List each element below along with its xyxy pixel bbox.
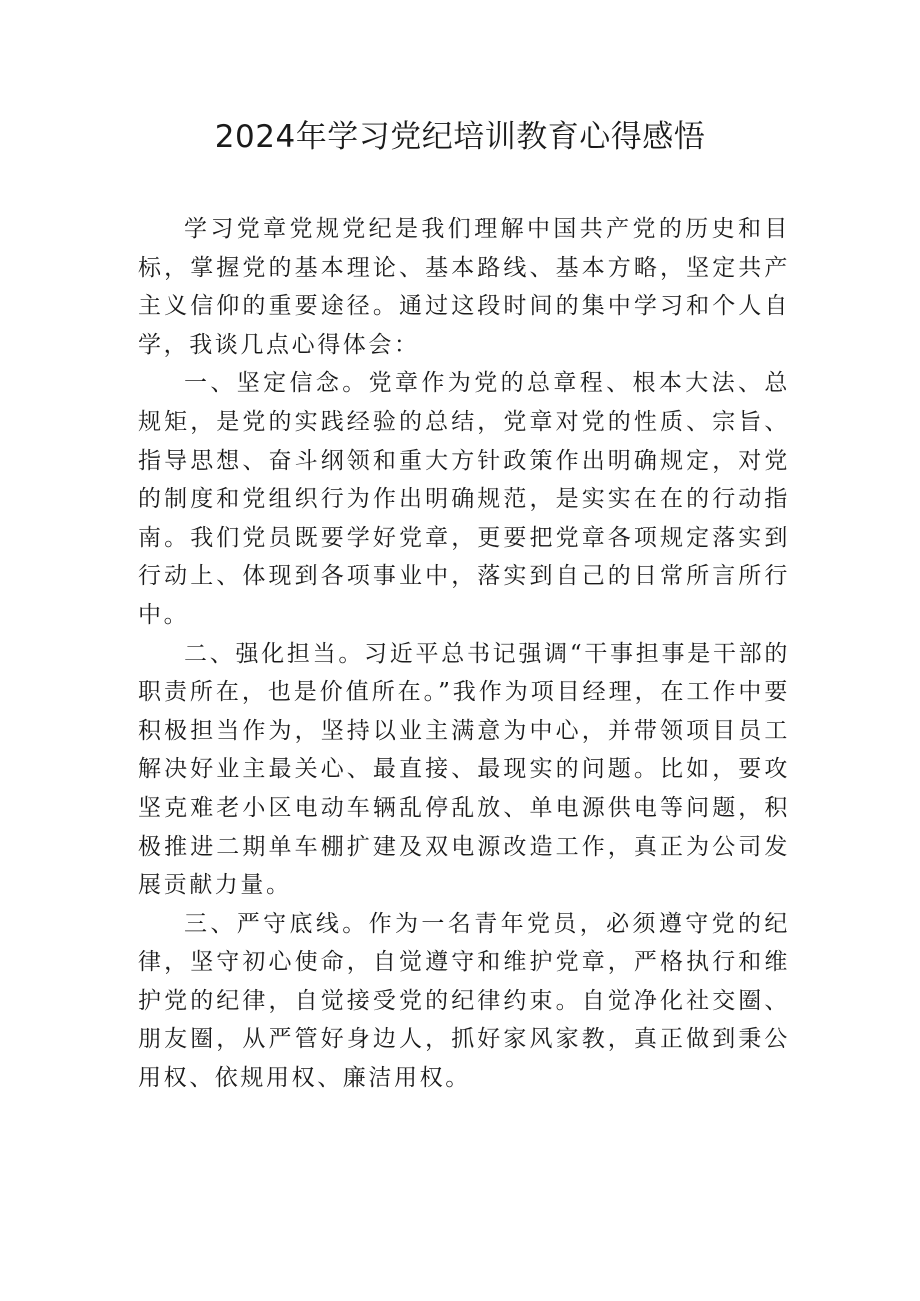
paragraph-responsibility: 二、强化担当。习近平总书记强调“干事担事是干部的职责所在，也是价值所在。”我作为项目经理，在工作中要积极担当作为，坚持以业主满意为中心，并带领项目员工解决好业主最关心、最直接、最现实的问题。比如，要攻坚克难老小区电动车辆乱停乱放、单电源供电等问题，积极推进二期单车棚扩建及双电源改造工作，真正为公司发展贡献力量。 bbox=[138, 640, 790, 899]
paragraph-bottom-line: 三、严守底线。作为一名青年党员，必须遵守党的纪律，坚守初心使命，自觉遵守和维护党章，严格执行和维护党的纪律，自觉接受党的纪律约束。自觉净化社交圈、朋友圈，从严管好身边人，抓好家风家教，真正做到秉公用权、依规用权、廉洁用权。 bbox=[138, 910, 790, 1092]
paragraph-intro: 学习党章党规党纪是我们理解中国共产党的历史和目标，掌握党的基本理论、基本路线、基本方略，坚定共产主义信仰的重要途径。通过这段时间的集中学习和个人自学，我谈几点心得体会： bbox=[138, 216, 790, 358]
document-title: 2024年学习党纪培训教育心得感悟 bbox=[214, 119, 706, 155]
document-body bbox=[138, 210, 790, 1098]
paragraph-firm-belief: 一、坚定信念。党章作为党的总章程、根本大法、总规矩，是党的实践经验的总结，党章对党的性质、宗旨、指导思想、奋斗纲领和重大方针政策作出明确规定，对党的制度和党组织行为作出明确规范，是实实在在的行动指南。我们党员既要学好党章，更要把党章各项规定落实到行动上、体现到各项事业中，落实到自己的日常所言所行中。 bbox=[138, 370, 790, 628]
